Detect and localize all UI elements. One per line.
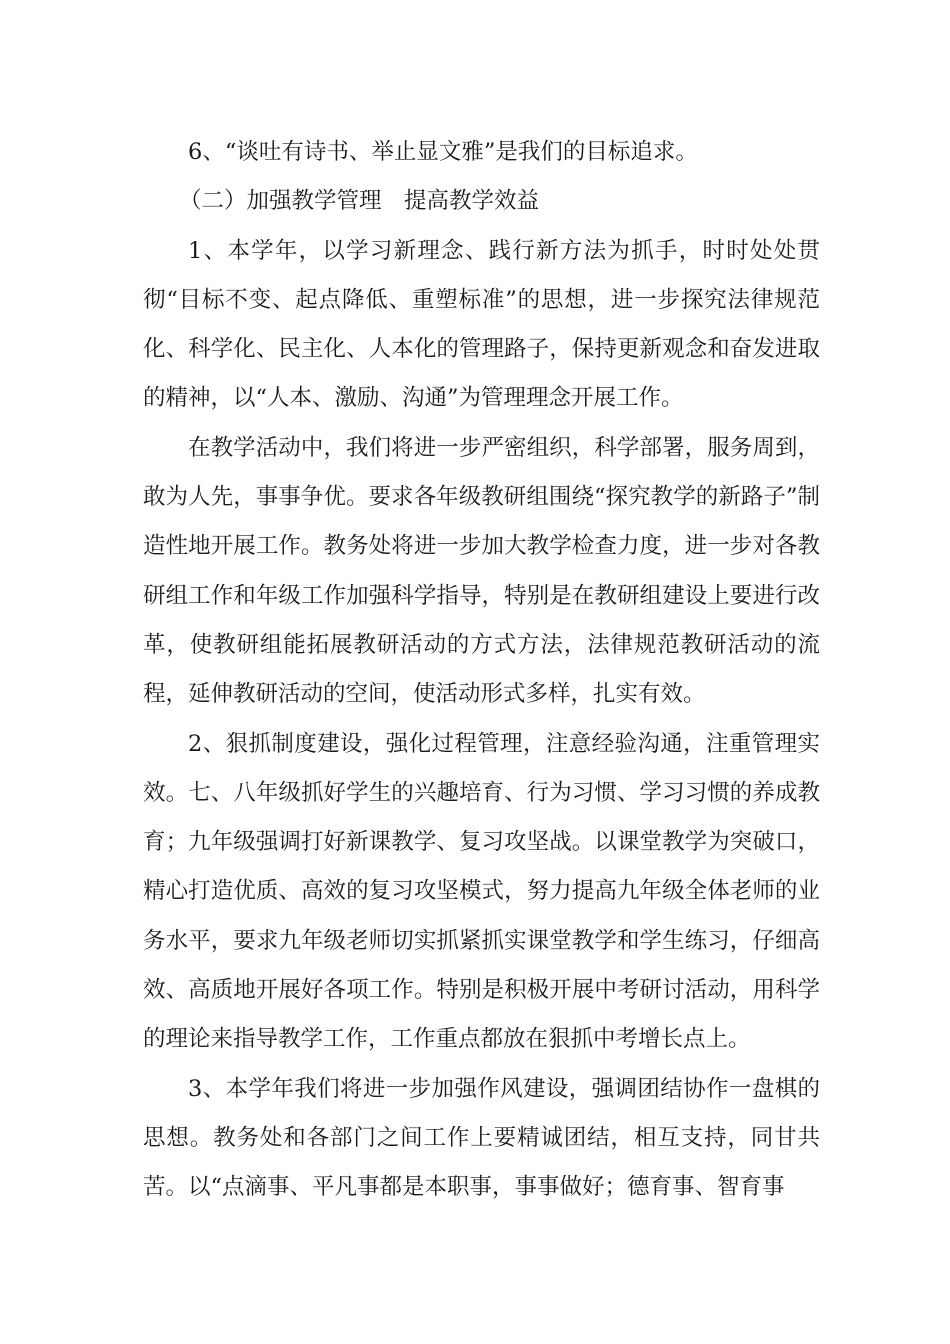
paragraph-item-2: 2、狠抓制度建设，强化过程管理，注意经验沟通，注重管理实效。七、八年级抓好学生的兴趣培育、行为习惯、学习习惯的养成教育；九年级强调打好新课教学、复习攻坚战。以课堂教学为突破口，精心打造优质、高效的复习攻坚模式，努力提高九年级全体老师的业务水平，要求九年级老师切实抓紧抓实课堂教学和学生练习，仔细高效、高质地开展好各项工作。特别是积极开展中考研讨活动，用科学的理论来指导教学工作，工作重点都放在狠抓中考增长点上。 [143, 730, 820, 1053]
section-heading: （二）加强教学管理 提高教学效益 [179, 188, 540, 215]
document-body [143, 128, 820, 1213]
paragraph-item-3: 3、本学年我们将进一步加强作风建设，强调团结协作一盘棋的思想。教务处和各部门之间工作上要精诚团结，相互支持，同甘共苦。以“点滴事、平凡事都是本职事，事事做好；德育事、智育事 [143, 1075, 820, 1201]
paragraph-teaching-activities: 在教学活动中，我们将进一步严密组织，科学部署，服务周到，敢为人先，事事争优。要求各年级教研组围绕“探究教学的新路子”制造性地开展工作。教务处将进一步加大教学检查力度，进一步对各教研组工作和年级工作加强科学指导，特别是在教研组建设上要进行改革，使教研组能拓展教研活动的方式方法，法律规范教研活动的流程，延伸教研活动的空间，使活动形式多样，扎实有效。 [143, 434, 820, 708]
paragraph-item-1: 1、本学年，以学习新理念、践行新方法为抓手，时时处处贯彻“目标不变、起点降低、重塑标准”的思想，进一步探究法律规范化、科学化、民主化、人本化的管理路子，保持更新观念和奋发进取的精神，以“人本、激励、沟通”为管理理念开展工作。 [143, 237, 820, 412]
paragraph-goal: 6、“谈吐有诗书、举止显文雅”是我们的目标追求。 [188, 139, 698, 165]
